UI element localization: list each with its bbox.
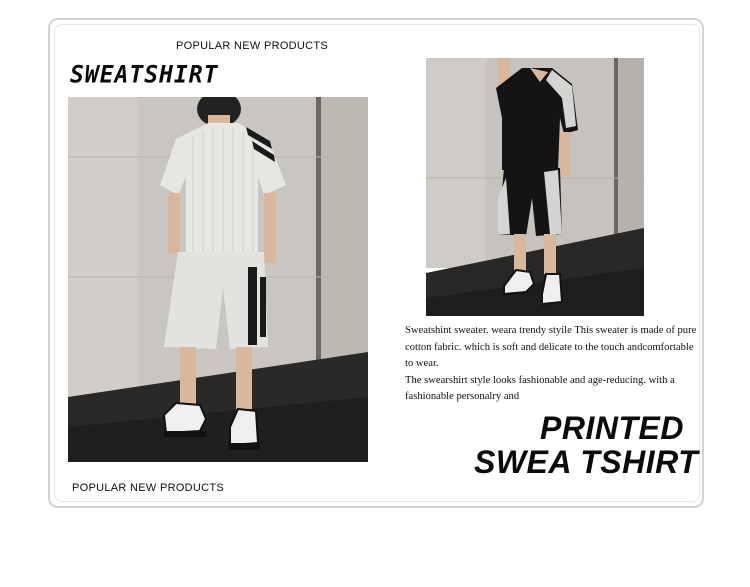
description-paragraph-2: The swearshirt style looks fashionable and age-reducing. with a fashionable personalry and bbox=[405, 374, 675, 402]
sweatshirt-title: SWEATSHIRT bbox=[70, 61, 219, 89]
headline-line-1: PRINTED bbox=[540, 410, 684, 446]
product-photo-black-set bbox=[426, 58, 644, 316]
popular-products-label-bottom: POPULAR NEW PRODUCTS bbox=[72, 482, 225, 494]
product-description bbox=[405, 323, 700, 406]
headline-line-2: SWEA TSHIRT bbox=[474, 444, 699, 480]
product-photo-white-set bbox=[68, 97, 368, 462]
popular-products-label-top: POPULAR NEW PRODUCTS bbox=[176, 40, 329, 52]
description-paragraph-1: Sweatshint sweater. weara trendy styile This sweater is made of pure cotton fabric. which is soft and delicate to the touch andcomfortable to wear. bbox=[405, 325, 697, 369]
